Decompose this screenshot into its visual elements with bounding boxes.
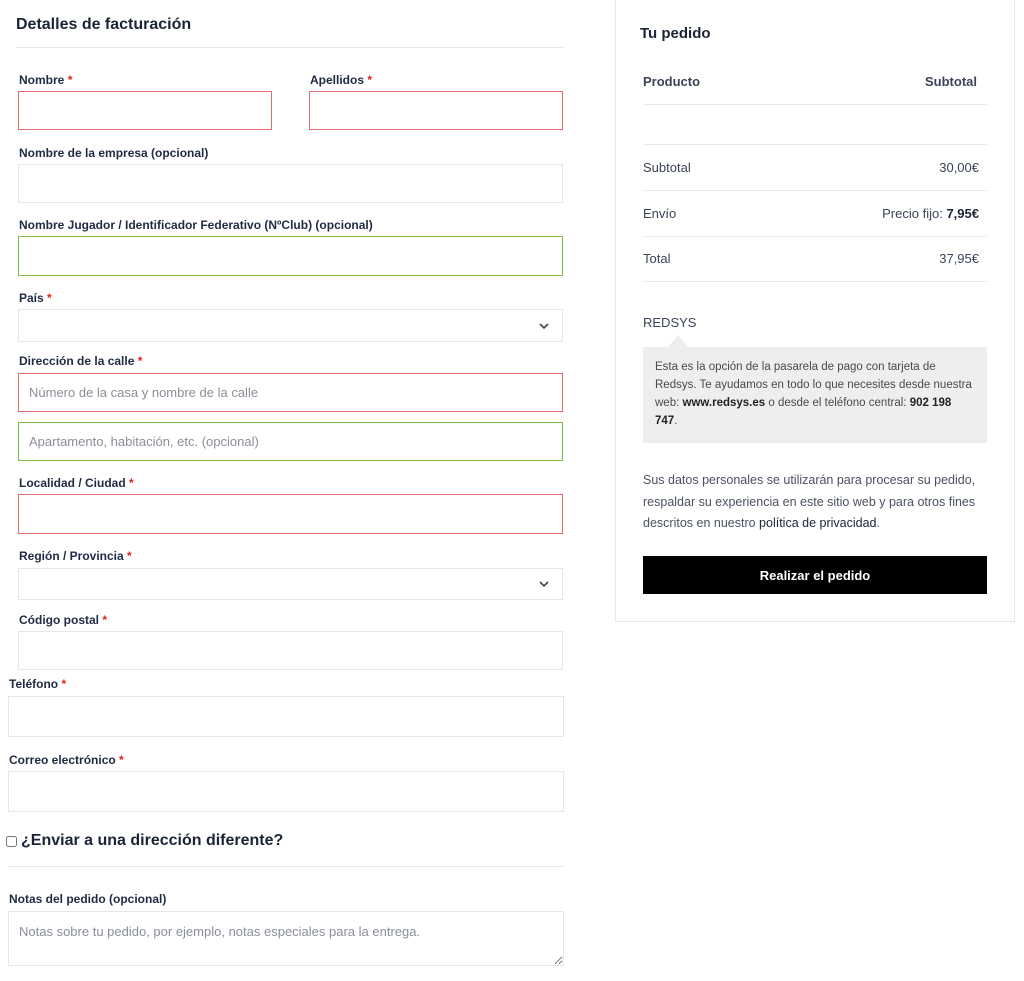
correo-field[interactable] <box>8 771 564 812</box>
envio-value: Precio fijo: 7,95€ <box>882 206 979 221</box>
telefono-field[interactable] <box>8 696 564 737</box>
localidad-label: Localidad / Ciudad * <box>19 476 134 490</box>
subtotal-label: Subtotal <box>643 160 691 175</box>
empresa-field[interactable] <box>18 164 563 203</box>
nombre-field[interactable] <box>18 91 272 130</box>
privacy-notice: Sus datos personales se utilizarán para procesar su pedido, respaldar su experiencia en este sitio web y para otros fines descritos en nuestro política de privacidad. <box>643 473 976 530</box>
subtotal-divider <box>643 190 987 191</box>
cp-field[interactable] <box>18 631 563 670</box>
envio-divider <box>643 236 987 237</box>
calle-field[interactable] <box>18 373 563 412</box>
redsys-phone: 902 198 747 <box>655 397 952 427</box>
total-label: Total <box>643 251 671 266</box>
order-col-product: Producto <box>643 74 701 89</box>
total-value: 37,95€ <box>939 251 979 266</box>
chevron-down-icon <box>538 578 550 590</box>
apellidos-label: Apellidos * <box>310 73 373 87</box>
telefono-label: Teléfono * <box>9 677 67 691</box>
calle-label: Dirección de la calle * <box>19 354 143 368</box>
payment-description: Esta es la opción de la pasarela de pago con tarjeta de Redsys. Te ayudamos en todo lo que necesites desde nuestra web: www.redsys.es o desde el teléfono central: 902 198 747. <box>643 347 987 443</box>
nombre-label: Nombre * <box>19 73 73 87</box>
ship-different-label: ¿Enviar a una dirección diferente? <box>21 832 284 849</box>
jugador-label: Nombre Jugador / Identificador Federativo (NºClub) (opcional) <box>19 218 373 232</box>
order-items-divider <box>643 144 987 145</box>
region-select[interactable] <box>18 568 563 600</box>
order-col-subtotal: Subtotal <box>925 74 977 89</box>
place-order-button[interactable]: Realizar el pedido <box>643 556 987 594</box>
payment-method-label[interactable]: REDSYS <box>643 315 697 330</box>
localidad-field[interactable] <box>18 494 563 534</box>
privacy-policy-link[interactable]: política de privacidad <box>759 516 877 530</box>
cp-label: Código postal * <box>19 613 108 627</box>
shipping-divider <box>8 866 564 867</box>
correo-label: Correo electrónico * <box>9 753 124 767</box>
redsys-link[interactable]: www.redsys.es <box>682 397 766 409</box>
total-divider <box>643 281 987 282</box>
envio-price: 7,95€ <box>946 206 979 221</box>
ship-different-row[interactable] <box>6 832 283 850</box>
notes-textarea[interactable] <box>8 911 564 966</box>
pais-select[interactable] <box>18 309 563 342</box>
jugador-field[interactable] <box>18 236 563 276</box>
apartamento-field[interactable] <box>18 422 563 461</box>
order-title: Tu pedido <box>640 25 711 42</box>
ship-different-checkbox[interactable] <box>6 836 17 847</box>
apellidos-field[interactable] <box>309 91 563 130</box>
empresa-label: Nombre de la empresa (opcional) <box>19 146 209 160</box>
pais-label: País * <box>19 291 52 305</box>
envio-label: Envío <box>643 206 677 221</box>
payment-box-arrow <box>668 335 688 347</box>
chevron-down-icon <box>538 320 550 332</box>
billing-title-divider <box>16 47 565 48</box>
region-label: Región / Provincia * <box>19 549 132 563</box>
order-head-divider <box>643 104 987 105</box>
notes-label: Notas del pedido (opcional) <box>9 892 167 906</box>
billing-title: Detalles de facturación <box>16 16 192 33</box>
subtotal-value: 30,00€ <box>939 160 979 175</box>
